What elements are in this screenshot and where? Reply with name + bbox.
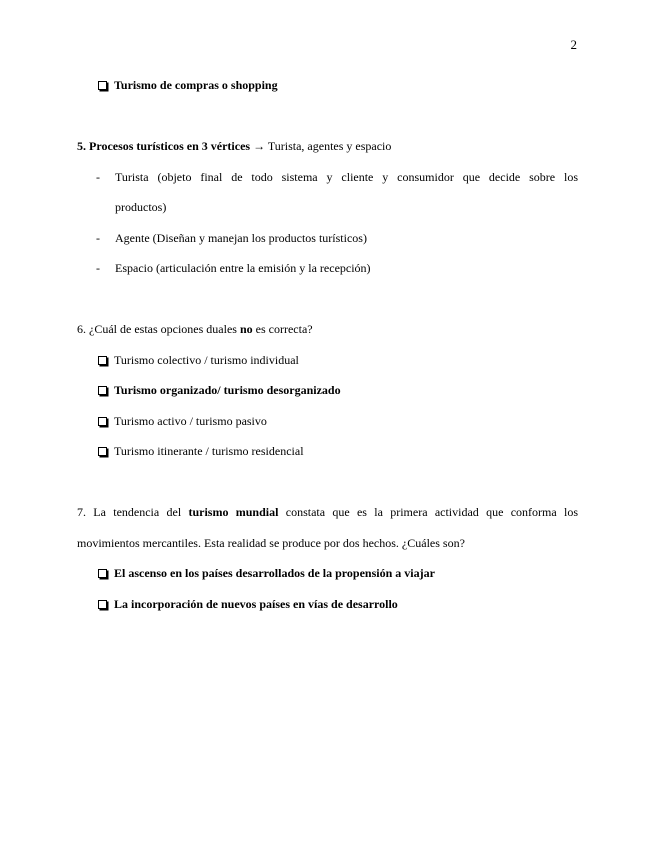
section6-option xyxy=(98,382,341,398)
checkbox-square-icon xyxy=(98,569,107,578)
answer-text: La incorporación de nuevos países en vías de desarrollo xyxy=(114,597,398,611)
section5-bullet2: Agente (Diseñan y manejan los productos turísticos) xyxy=(115,231,367,245)
dash-icon: - xyxy=(96,261,100,275)
section6-option xyxy=(98,443,304,459)
dash-icon: - xyxy=(96,231,100,245)
list-item-shopping xyxy=(98,77,278,93)
checkbox-square-icon xyxy=(98,600,107,609)
option-text: Turismo itinerante / turismo residencial xyxy=(114,444,304,458)
section7-question-line1 xyxy=(77,504,578,520)
section6-option xyxy=(98,413,267,429)
checkbox-square-icon xyxy=(98,447,107,456)
section7-answer xyxy=(98,596,398,612)
section7-answer xyxy=(98,565,435,581)
section6-question-post: es correcta? xyxy=(252,322,313,336)
answer-text: El ascenso en los países desarrollados de la propensión a viajar xyxy=(114,566,435,580)
section6-question-bold: no xyxy=(239,322,253,336)
checkbox-square-icon xyxy=(98,417,107,426)
arrow-icon: → xyxy=(253,139,266,153)
section5-heading-bold: 5. Procesos turísticos en 3 vértices xyxy=(77,139,251,153)
section7-q-pre: 7. La tendencia del xyxy=(77,505,189,519)
option-text: Turismo organizado/ turismo desorganizado xyxy=(114,383,341,397)
section5-heading xyxy=(77,138,391,154)
option-text: Turismo activo / turismo pasivo xyxy=(114,414,267,428)
section5-bullet1-line2: productos) xyxy=(115,200,167,214)
dash-icon: - xyxy=(96,170,100,184)
section5-bullet3: Espacio (articulación entre la emisión y la recepción) xyxy=(115,261,371,275)
checkbox-square-icon xyxy=(98,386,107,395)
section7-question-line2: movimientos mercantiles. Esta realidad se produce por dos hechos. ¿Cuáles son? xyxy=(77,536,465,550)
section7-q-post: constata que es la primera actividad que conforma los xyxy=(278,505,578,519)
checkbox-square-icon xyxy=(98,81,107,90)
section5-bullet1-line1: Turista (objeto final de todo sistema y cliente y consumidor que decide sobre los xyxy=(115,170,578,184)
section6-question xyxy=(77,321,313,337)
item-shopping-text: Turismo de compras o shopping xyxy=(114,78,278,92)
section6-question-pre: 6. ¿Cuál de estas opciones duales xyxy=(77,322,240,336)
page-number: 2 xyxy=(570,37,577,52)
option-text: Turismo colectivo / turismo individual xyxy=(114,353,299,367)
section7-q-bold: turismo mundial xyxy=(188,505,279,519)
section6-option xyxy=(98,352,299,368)
section5-heading-rest: Turista, agentes y espacio xyxy=(265,139,392,153)
checkbox-square-icon xyxy=(98,356,107,365)
